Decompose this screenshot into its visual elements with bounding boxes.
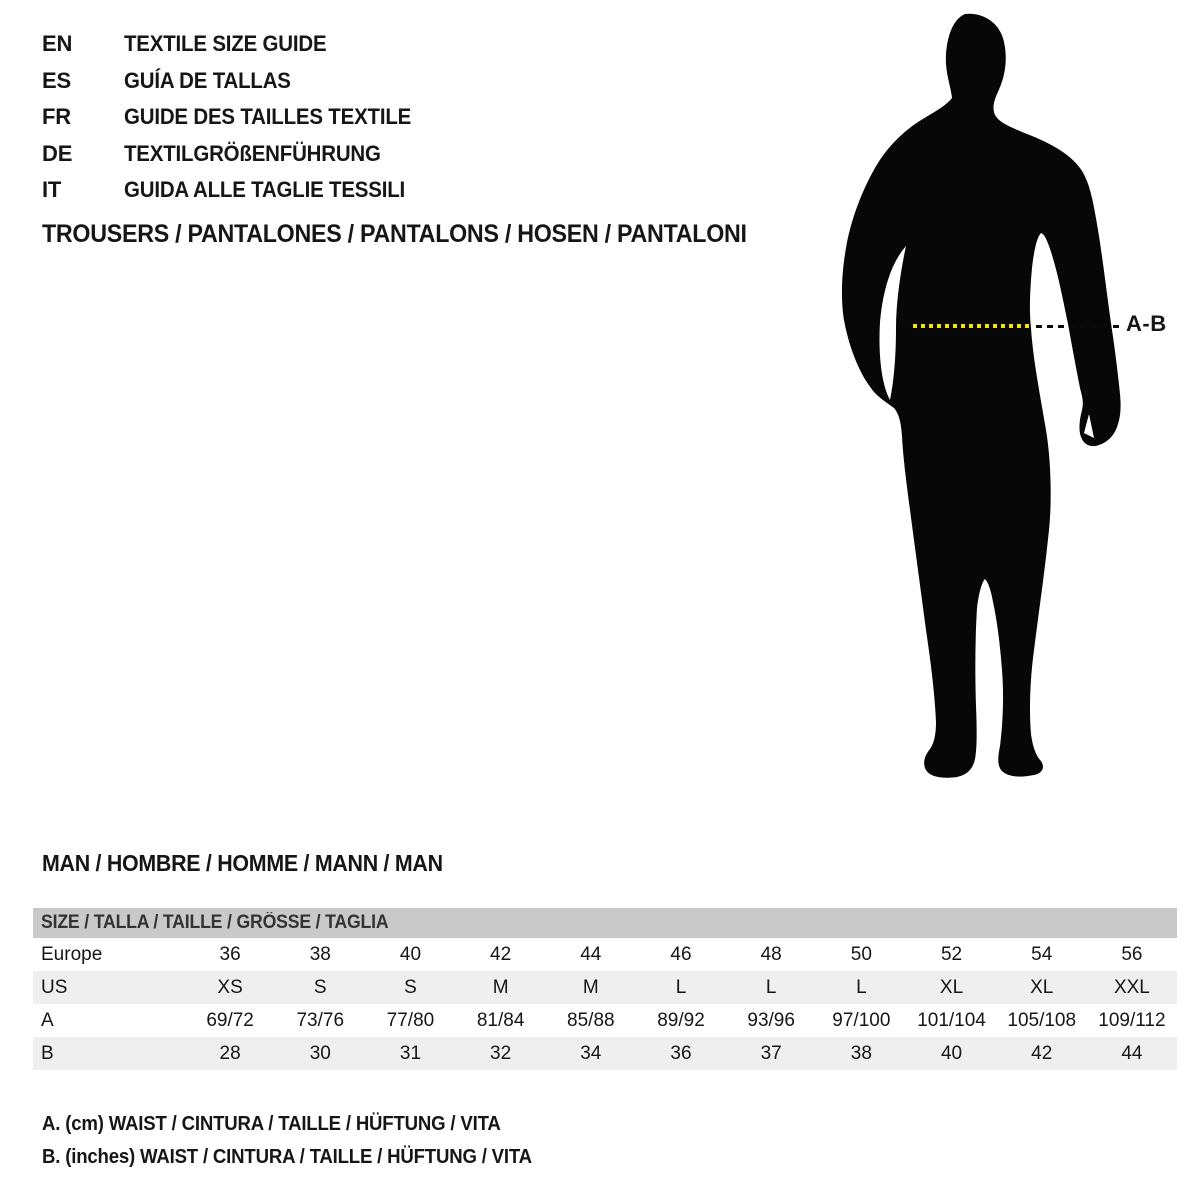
size-cell: 44 <box>1121 1042 1143 1064</box>
size-cell: XS <box>217 976 243 998</box>
man-silhouette <box>830 8 1130 780</box>
size-table-header-label: SIZE / TALLA / TAILLE / GRÖSSE / TAGLIA <box>41 912 389 933</box>
size-cell: XL <box>939 976 964 998</box>
size-cell: 34 <box>580 1042 602 1064</box>
language-code: DE <box>42 140 73 166</box>
language-code: ES <box>42 67 71 93</box>
row-label: Europe <box>41 943 103 965</box>
gender-section-title <box>42 850 473 877</box>
size-cell: 93/96 <box>747 1009 795 1031</box>
size-cell: 85/88 <box>567 1009 615 1031</box>
size-cell: M <box>582 976 599 998</box>
size-table-row <box>33 1004 1177 1037</box>
size-cell: M <box>492 976 509 998</box>
size-cell: 30 <box>309 1042 331 1064</box>
size-table-header <box>33 908 1177 938</box>
language-title: GUÍA DE TALLAS <box>123 67 291 93</box>
size-cell: 42 <box>490 943 512 965</box>
size-cell: 56 <box>1121 943 1143 965</box>
note-line: B. (inches) WAIST / CINTURA / TAILLE / HÜFTUNG / VITA <box>42 1145 532 1168</box>
size-cell: 40 <box>940 1042 963 1064</box>
gender-section-label: MAN / HOMBRE / HOMME / MANN / MAN <box>42 850 443 876</box>
size-cell: 81/84 <box>476 1009 525 1031</box>
size-cell: 77/80 <box>386 1009 435 1031</box>
size-cell: 28 <box>219 1042 241 1064</box>
language-row <box>42 26 433 63</box>
size-cell: S <box>404 976 417 998</box>
language-title: GUIDA ALLE TAGLIE TESSILI <box>123 177 405 202</box>
size-table-row <box>33 971 1177 1004</box>
size-cell: 54 <box>1031 943 1053 965</box>
size-cell: 44 <box>580 943 602 965</box>
language-code: IT <box>42 177 62 202</box>
size-cell: 40 <box>399 943 422 965</box>
measure-label: A-B <box>1126 311 1167 336</box>
note-line: A. (cm) WAIST / CINTURA / TAILLE / HÜFTUNG / VITA <box>42 1113 501 1135</box>
size-cell: XL <box>1030 976 1054 998</box>
measurement-notes <box>42 1108 569 1173</box>
size-cell: 101/104 <box>917 1009 986 1031</box>
size-cell: 105/108 <box>1007 1009 1077 1031</box>
size-cell: 69/72 <box>206 1009 254 1031</box>
size-cell: 109/112 <box>1098 1009 1166 1031</box>
size-cell: 36 <box>219 943 241 965</box>
size-cell: 37 <box>760 1042 782 1064</box>
size-cell: 38 <box>309 943 331 965</box>
size-cell: 31 <box>399 1042 422 1064</box>
language-row <box>42 63 433 100</box>
language-title: TEXTILGRÖßENFÜHRUNG <box>123 140 381 166</box>
row-label: US <box>41 976 68 998</box>
size-cell: 73/76 <box>296 1009 345 1031</box>
size-cell: L <box>765 976 777 998</box>
waist-measure-line-extension <box>1036 325 1122 328</box>
language-row <box>42 99 433 136</box>
size-cell: 48 <box>760 943 782 965</box>
size-cell: 38 <box>850 1042 872 1064</box>
size-cell: 46 <box>670 943 692 965</box>
language-code: EN <box>42 31 73 56</box>
size-cell: 50 <box>850 943 872 965</box>
size-cell: S <box>313 976 327 998</box>
size-table-row <box>33 938 1177 971</box>
size-cell: 36 <box>670 1042 692 1064</box>
size-cell: 42 <box>1031 1042 1053 1064</box>
size-cell: 52 <box>940 943 963 965</box>
product-category-title <box>42 220 800 249</box>
waist-measure-line-body <box>913 324 1029 328</box>
size-cell: 32 <box>490 1042 512 1064</box>
row-label: A <box>41 1009 54 1031</box>
language-row <box>42 172 433 209</box>
size-cell: L <box>675 976 687 998</box>
language-title: GUIDE DES TAILLES TEXTILE <box>123 104 412 129</box>
size-cell: 97/100 <box>832 1009 891 1031</box>
size-cell: XXL <box>1113 976 1150 998</box>
size-table-row <box>33 1037 1177 1070</box>
size-cell: 89/92 <box>657 1009 705 1031</box>
language-code: FR <box>42 104 71 129</box>
size-table <box>33 908 1177 1070</box>
language-row <box>42 136 433 173</box>
row-label: B <box>41 1042 54 1064</box>
product-category-label: TROUSERS / PANTALONES / PANTALONS / HOSEN / PANTALONI <box>42 220 747 248</box>
language-title: TEXTILE SIZE GUIDE <box>123 31 327 56</box>
language-header <box>42 26 433 209</box>
size-cell: L <box>856 976 867 998</box>
size-table-rows <box>33 938 1177 1070</box>
